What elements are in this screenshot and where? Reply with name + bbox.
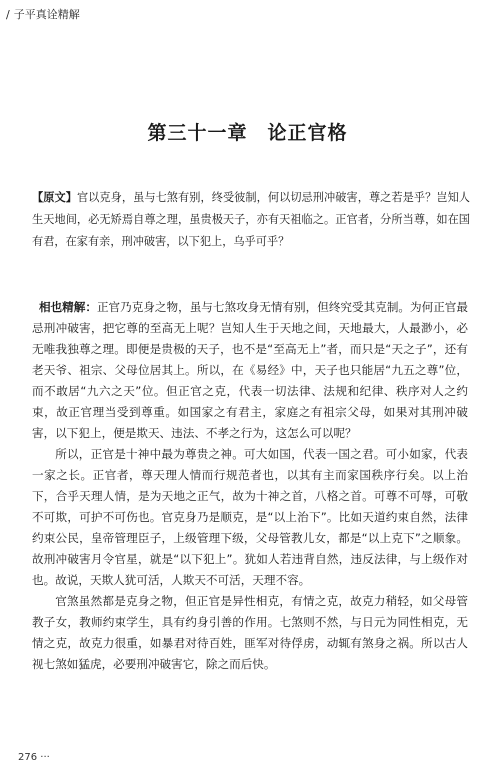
commentary-paragraph-1 [32,297,468,444]
commentary-block [32,297,468,675]
original-label: 【原文】 [32,190,77,204]
header-slash-mark: / [6,8,10,21]
original-text: 官以克身，虽与七煞有别，终受彼制，何以切忌刑冲破害，尊之若是乎？岂知人生天地间，必无矫焉自尊之理，虽贵极天子，亦有天祖临之。正官者，分所当尊，如在国有君，在家有亲，刑冲破害，以下犯上，乌乎可乎？ [32,191,470,248]
commentary-paragraph-2: 所以，正官是十神中最为尊贵之神。可大如国，代表一国之君。可小如家，代表一家之长。正官者，尊天理人情而行规范者也，以其有主而家国秩序行矣。以上治下，合乎天理人情，是为天地之正气，故为十神之首，八格之首。可尊不可辱，可敬不可欺，可护不可伤也。官克身乃是顺克，是“以上治下”。比如天道约束自然，法律约束公民，皇帝管理臣子，上级管理下级，父母管教儿女，都是“以上克下”之顺象。故刑冲破害月令官星，就是“以下犯上”。犹如人若违背自然，违反法律，与上级作对也。故说，天欺人犹可活，人欺天不可活，天理不容。 [32,447,468,587]
page-number: 276 ··· [18,752,50,763]
commentary-paragraph-1-text: 正官乃克身之物，虽与七煞攻身无情有别，但终究受其克制。为何正官最忌刑冲破害，把它尊的至高无上呢？岂知人生于天地之间，天地最大，人最渺小，必无唯我独尊之理。即便是贵极的天子，也不是“至高无上”者，而只是“天之子”，还有老天爷、祖宗、父母位居其上。所以，在《易经》中，天子也只能居“九五之尊”位，而不敢居“九六之天”位。但正官之克，代表一切法律、法规和纪律、秩序对人之约束，故正官理当受到尊重。如国家之有君主，家庭之有祖宗父母，如果对其刑冲破害，以下犯上，便是欺天、违法、不孝之行为，这怎么可以呢？ [32,300,468,440]
commentary-label: 相也精解： [38,300,97,314]
chapter-title: 第三十一章 论正官格 [147,122,348,144]
original-text-block [32,186,470,253]
running-header [6,6,80,22]
header-book-title: 子平真诠精解 [13,8,80,21]
commentary-paragraph-3: 官煞虽然都是克身之物，但正官是异性相克，有情之克，故克力稍轻，如父母管教子女，教师约束学生，具有约身引善的作用。七煞则不然，与日元为同性相克，无情之克，故克力很重，如暴君对待百姓，匪军对待俘虏，动辄有煞身之祸。所以古人视七煞如猛虎，必要刑冲破害它，除之而后快。 [32,594,468,671]
